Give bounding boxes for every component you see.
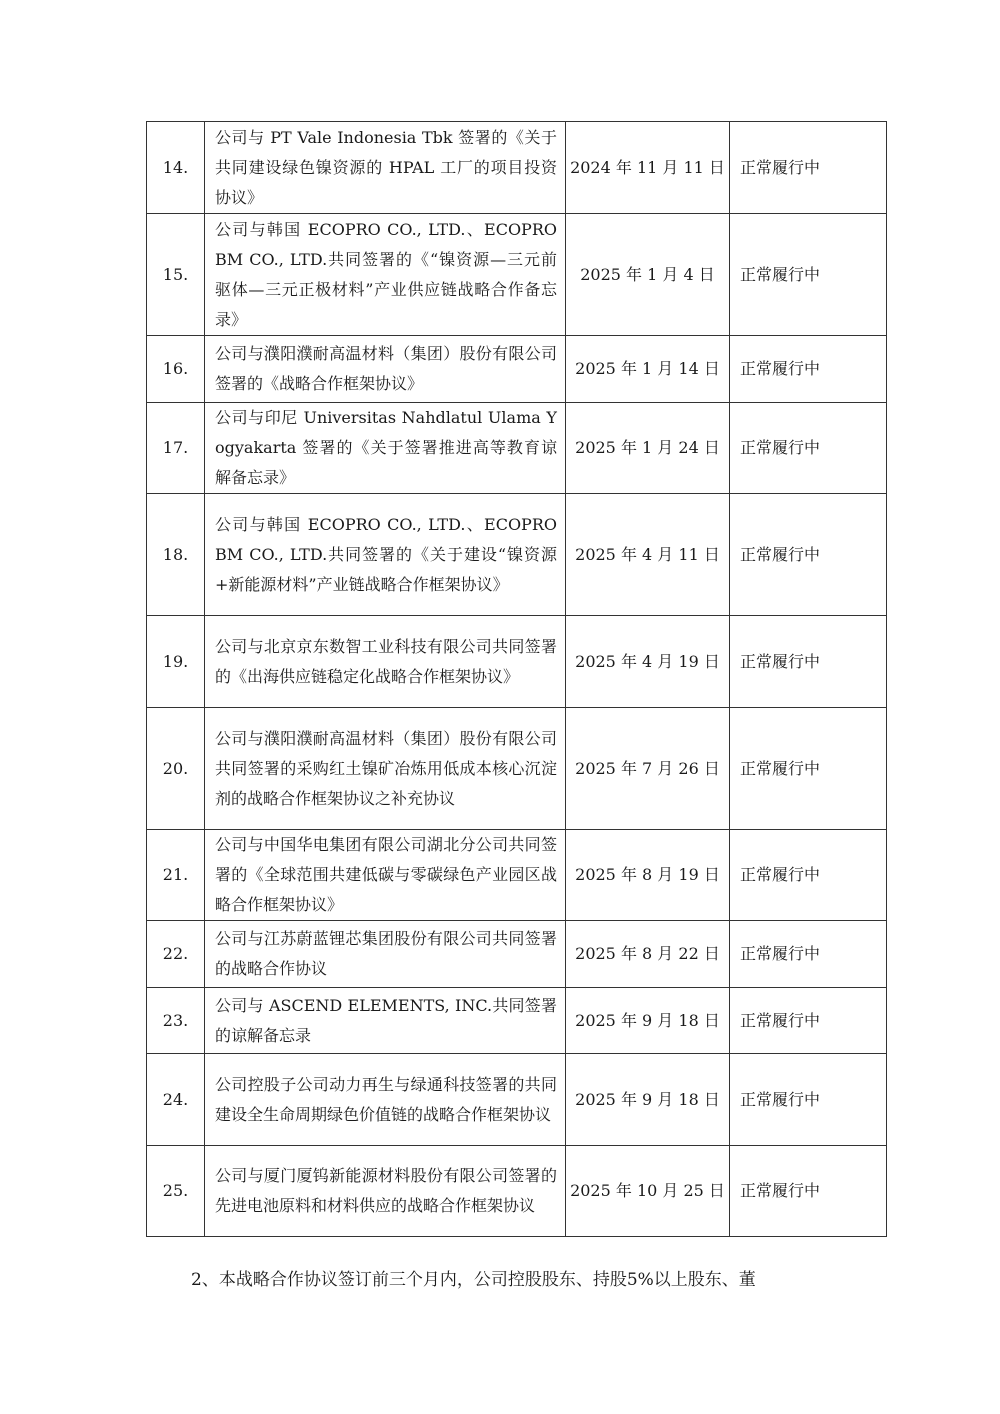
description-text: 公司与印尼 Universitas Nahdlatul Ulama Yogyakarta 签署的《关于签署推进高等教育谅解备忘录》	[215, 408, 557, 487]
agreement-description	[205, 122, 566, 214]
agreement-description	[205, 616, 566, 708]
table-row	[147, 214, 887, 336]
agreements-table	[146, 121, 887, 1237]
performance-status: 正常履行中	[730, 616, 887, 708]
row-number: 19.	[147, 616, 205, 708]
table-row	[147, 921, 887, 988]
table-row	[147, 616, 887, 708]
table-row	[147, 830, 887, 921]
performance-status: 正常履行中	[730, 921, 887, 988]
signing-date: 2025 年 9 月 18 日	[566, 1054, 730, 1146]
agreement-description	[205, 988, 566, 1054]
row-number: 14.	[147, 122, 205, 214]
table-row	[147, 1054, 887, 1146]
agreement-description	[205, 1146, 566, 1237]
signing-date: 2024 年 11 月 11 日	[566, 122, 730, 214]
table-row	[147, 988, 887, 1054]
performance-status: 正常履行中	[730, 708, 887, 830]
performance-status: 正常履行中	[730, 1054, 887, 1146]
signing-date: 2025 年 10 月 25 日	[566, 1146, 730, 1237]
table-row	[147, 122, 887, 214]
agreement-description	[205, 708, 566, 830]
description-text: 公司与韩国 ECOPRO CO., LTD.、ECOPRO BM CO., LTD.共同签署的《关于建设“镍资源+新能源材料”产业链战略合作框架协议》	[215, 514, 557, 594]
performance-status: 正常履行中	[730, 403, 887, 494]
row-number: 23.	[147, 988, 205, 1054]
agreement-description	[205, 494, 566, 616]
signing-date: 2025 年 9 月 18 日	[566, 988, 730, 1054]
signing-date: 2025 年 1 月 24 日	[566, 403, 730, 494]
table-row	[147, 494, 887, 616]
body-paragraph: 2、本战略合作协议签订前三个月内，公司控股股东、持股5%以上股东、董	[191, 1270, 756, 1290]
description-text: 公司与濮阳濮耐高温材料（集团）股份有限公司签署的《战略合作框架协议》	[215, 344, 557, 393]
signing-date: 2025 年 1 月 4 日	[566, 214, 730, 336]
performance-status: 正常履行中	[730, 122, 887, 214]
description-text: 公司与 PT Vale Indonesia Tbk 签署的《关于共同建设绿色镍资源的 HPAL 工厂的项目投资协议》	[215, 127, 557, 207]
description-text: 公司与 ASCEND ELEMENTS, INC.共同签署的谅解备忘录	[215, 995, 557, 1045]
signing-date: 2025 年 8 月 19 日	[566, 830, 730, 921]
agreement-description	[205, 830, 566, 921]
signing-date: 2025 年 4 月 11 日	[566, 494, 730, 616]
agreement-description	[205, 1054, 566, 1146]
row-number: 20.	[147, 708, 205, 830]
signing-date: 2025 年 7 月 26 日	[566, 708, 730, 830]
agreement-description	[205, 336, 566, 403]
agreement-description	[205, 403, 566, 494]
document-page	[146, 121, 856, 1237]
description-text: 公司与中国华电集团有限公司湖北分公司共同签署的《全球范围共建低碳与零碳绿色产业园区战略合作框架协议》	[215, 835, 557, 914]
description-text: 公司与濮阳濮耐高温材料（集团）股份有限公司共同签署的采购红土镍矿冶炼用低成本核心沉淀剂的战略合作框架协议之补充协议	[215, 728, 557, 808]
agreement-description	[205, 214, 566, 336]
performance-status: 正常履行中	[730, 336, 887, 403]
description-text: 公司与厦门厦钨新能源材料股份有限公司签署的先进电池原料和材料供应的战略合作框架协议	[215, 1166, 557, 1215]
row-number: 21.	[147, 830, 205, 921]
performance-status: 正常履行中	[730, 1146, 887, 1237]
row-number: 24.	[147, 1054, 205, 1146]
agreement-description	[205, 921, 566, 988]
performance-status: 正常履行中	[730, 988, 887, 1054]
table-row	[147, 1146, 887, 1237]
row-number: 22.	[147, 921, 205, 988]
description-text: 公司与韩国 ECOPRO CO., LTD.、ECOPRO BM CO., LTD.共同签署的《“镍资源—三元前驱体—三元正极材料”产业供应链战略合作备忘录》	[215, 219, 557, 329]
signing-date: 2025 年 8 月 22 日	[566, 921, 730, 988]
description-text: 公司控股子公司动力再生与绿通科技签署的共同建设全生命周期绿色价值链的战略合作框架协议	[215, 1074, 557, 1124]
description-text: 公司与江苏蔚蓝锂芯集团股份有限公司共同签署的战略合作协议	[215, 929, 557, 978]
signing-date: 2025 年 1 月 14 日	[566, 336, 730, 403]
row-number: 16.	[147, 336, 205, 403]
performance-status: 正常履行中	[730, 830, 887, 921]
description-text: 公司与北京京东数智工业科技有限公司共同签署的《出海供应链稳定化战略合作框架协议》	[215, 636, 557, 686]
table-row	[147, 336, 887, 403]
row-number: 18.	[147, 494, 205, 616]
performance-status: 正常履行中	[730, 494, 887, 616]
row-number: 25.	[147, 1146, 205, 1237]
table-row	[147, 403, 887, 494]
table-body	[147, 122, 887, 1237]
row-number: 17.	[147, 403, 205, 494]
performance-status: 正常履行中	[730, 214, 887, 336]
signing-date: 2025 年 4 月 19 日	[566, 616, 730, 708]
row-number: 15.	[147, 214, 205, 336]
table-row	[147, 708, 887, 830]
